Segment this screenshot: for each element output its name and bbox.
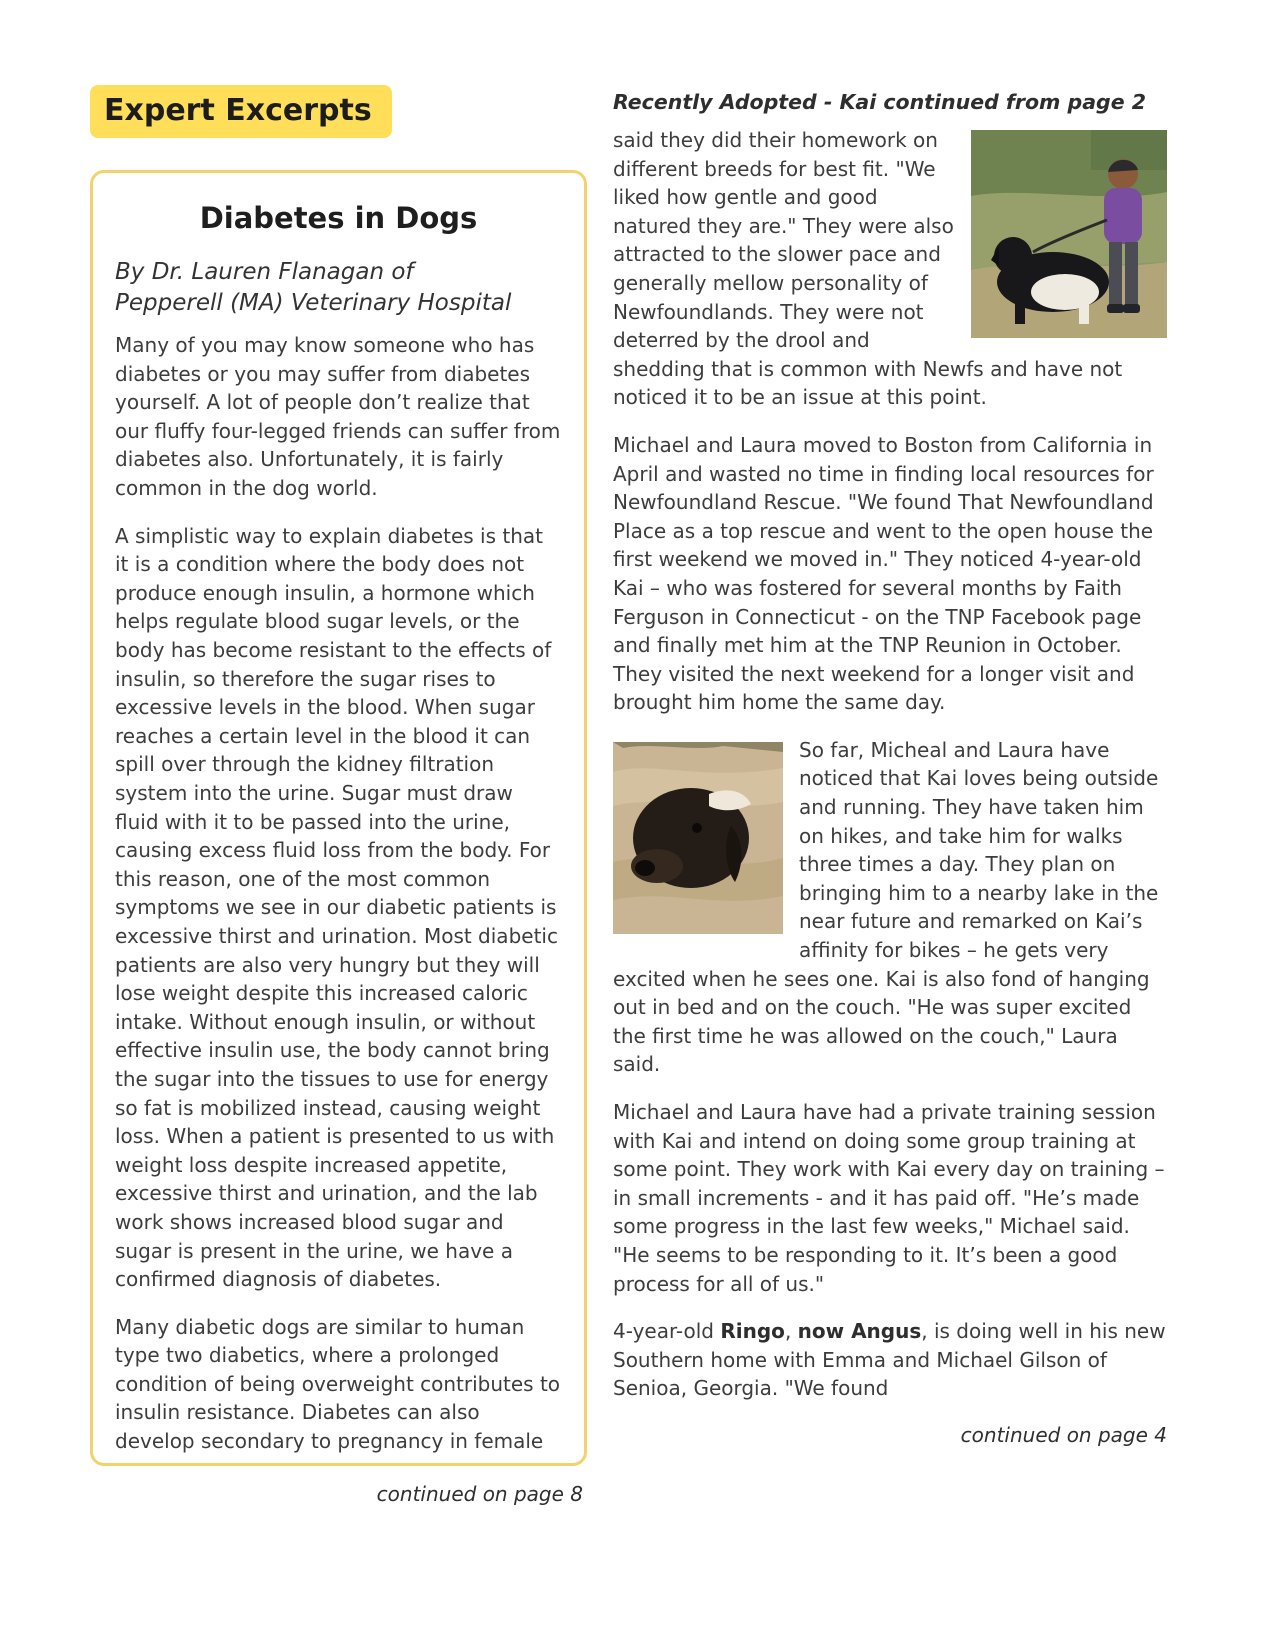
continued-note-right: continued on page 4 [960, 1422, 1167, 1447]
continued-note-left: continued on page 8 [376, 1482, 583, 1506]
adoption-paragraph-4: Michael and Laura have had a private training session with Kai and intend on doing some group training at some point. They work with Kai every day on training – in small increments - and it has paid off. "He’s made some progress in the last few weeks," Michael said. "He seems to be responding to it. It’s been a good process for all of us." [613, 1100, 1165, 1296]
left-column [90, 85, 587, 1620]
article-title: Diabetes in Dogs [199, 201, 478, 235]
byline-line-2: Pepperell (MA) Veterinary Hospital [115, 290, 512, 317]
photo-kai-with-owner [971, 130, 1167, 338]
adoption-paragraph-3: So far, Micheal and Laura have noticed that Kai loves being outside and running. They have taken him on hikes, and take him for walks three times a day. They plan on bringing him to a nearby lake in the near future and remarked on Kai’s affinity for bikes – he gets very excited when he sees one. Kai is also fond of hanging out in bed and on the couch. "He was super excited the first time he was allowed on the couch," Laura said. [613, 737, 1159, 1077]
byline-line-1: By Dr. Lauren Flanagan of [115, 259, 414, 285]
section-header-badge [90, 85, 392, 138]
para5-text-3: , is doing well in his new Southern home with Emma and Michael Gilson of Senioa, Georgia. "We found [613, 1319, 1166, 1401]
photo-kai-on-couch [613, 742, 783, 934]
section-header-text: Expert Excerpts [104, 93, 372, 128]
paragraph-block-1 [613, 126, 1167, 412]
article-paragraph-1: Many of you may know someone who has diabetes or you may suffer from diabetes yourself. A lot of people don’t realize that our fluffy four-legged friends can suffer from diabetes also. Unfortunately, it is fairly common in the dog world. [115, 333, 561, 501]
para5-text-2: , [784, 1319, 798, 1344]
kai-couch-photo-graphic [613, 742, 783, 934]
kai-outdoor-photo-graphic [971, 130, 1167, 338]
article-byline [115, 257, 562, 319]
recently-adopted-header: Recently Adopted - Kai continued from page 2 [613, 90, 1147, 114]
adoption-paragraph-2: Michael and Laura moved to Boston from California in April and wasted no time in finding local resources for Newfoundland Rescue. "We found That Newfoundland Place as a top rescue and went to the open house the first weekend we moved in." They noticed 4-year-old Kai – who was fostered for several months by Faith Ferguson in Connecticut - on the TNP Facebook page and finally met him at the TNP Reunion in October. They visited the next weekend for a longer visit and brought him home the same day. [613, 432, 1154, 715]
dog-name-angus: now Angus [797, 1319, 922, 1344]
adoption-paragraph-1: said they did their homework on different breeds for best fit. "We liked how gentle and good natured they are." They were also attracted to the slower pace and generally mellow personality of Newfoundlands. They were not deterred by the drool and shedding that is common with Newfs and have not noticed it to be an issue at this point. [613, 128, 1123, 410]
right-column [613, 85, 1167, 1620]
diabetes-article-box [90, 170, 587, 1466]
dog-name-ringo: Ringo [720, 1319, 785, 1344]
article-paragraph-3: Many diabetic dogs are similar to human type two diabetics, where a prolonged condition of being overweight contributes to insulin resistance. Diabetes can also develop secondary to pregnancy in female [115, 1314, 561, 1454]
adoption-paragraph-5 [613, 1317, 1167, 1403]
article-paragraph-2: A simplistic way to explain diabetes is that it is a condition where the body does not produce enough insulin, a hormone which helps regulate blood sugar levels, or the body has become resistant to the effects of insulin, so therefore the sugar rises to excessive levels in the blood. When sugar reaches a certain level in the blood it can spill over through the kidney filtration system into the urine. Sugar must draw fluid with it to be passed into the urine, causing excess fluid loss from the body. For this reason, one of the most common symptoms we see in our diabetic patients is excessive thirst and urination. Most diabetic patients are also very hungry but they will lose weight despite this increased caloric intake. Without enough insulin, or without effective insulin use, the body cannot bring the sugar into the tissues to use for energy so fat is mobilized instead, causing weight loss. When a patient is presented to us with weight loss despite increased appetite, excessive thirst and urination, and the lab work shows increased blood sugar and sugar is present in the urine, we have a confirmed diagnosis of diabetes. [115, 523, 558, 1292]
para5-text-1: 4-year-old [613, 1319, 721, 1344]
paragraph-block-3 [613, 736, 1167, 1079]
